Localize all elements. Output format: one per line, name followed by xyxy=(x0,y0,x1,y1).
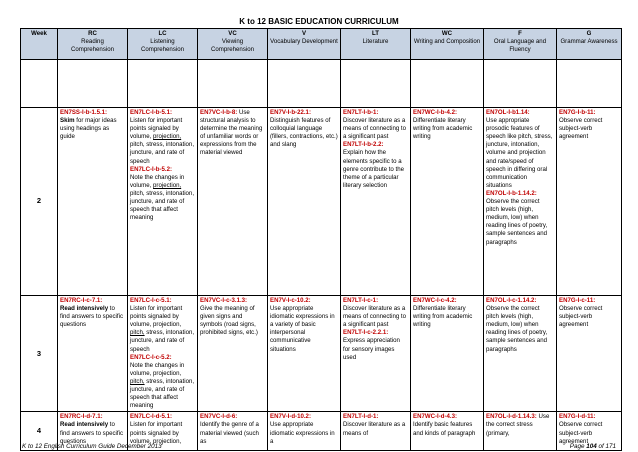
g-cell: EN7G-I-c-11: Observe correct subject-verb agreement xyxy=(557,296,622,412)
header-row xyxy=(21,29,622,60)
footer-page-number: Page 104 of 171 xyxy=(569,443,616,450)
f-cell: EN7OL-I-c-1.14.2: Observe the correct pitch levels (high, medium, low) when reading lines of poetry, sample sentences and paragraphs xyxy=(484,296,557,412)
page-title: K to 12 BASIC EDUCATION CURRICULUM xyxy=(239,17,399,26)
vc-cell: EN7VC-I-d-6: Identify the genre of a material viewed (such as xyxy=(198,412,268,451)
week-number: 2 xyxy=(21,108,58,296)
wc-cell: EN7WC-I-d-4.3: Identify basic features and kinds of paragraph xyxy=(411,412,484,451)
week-number: 4 xyxy=(21,412,58,451)
header-f: F Oral Language and Fluency xyxy=(484,29,557,60)
g-cell: EN7G-I-b-11: Observe correct subject-verb agreement xyxy=(557,108,622,296)
footer-guide-title: K to 12 English Curriculum Guide December 2013 xyxy=(22,443,162,450)
v-cell: EN7V-I-b-22.1: Distinguish features of colloquial language (fillers, contractions, etc.) and slang xyxy=(268,108,341,296)
week-3-row xyxy=(21,296,622,412)
wc-cell: EN7WC-I-c-4.2: Differentiate literary writing from academic writing xyxy=(411,296,484,412)
curriculum-table xyxy=(20,28,622,451)
v-cell: EN7V-I-d-10.2: Use appropriate idiomatic expressions in a xyxy=(268,412,341,451)
header-wc: WC Writing and Composition xyxy=(411,29,484,60)
lt-cell: EN7LT-I-c-1: Discover literature as a means of connecting to a significant past EN7LT-I-c-2.2.1: Express appreciation for sensory images used xyxy=(341,296,411,412)
lc-cell: EN7LC-I-d-5.1: Listen for important points signaled by volume, projection, xyxy=(128,412,198,451)
vc-cell: EN7VC-I-c-3.1.3: Give the meaning of given signs and symbols (road signs, prohibited signs, etc.) xyxy=(198,296,268,412)
lc-cell: EN7LC-I-b-5.1: Listen for important points signaled by volume, projection, pitch, stress, intonation, juncture, and rate of speech EN7LC-I-b-5.2: Note the changes in volume, projection, pitch, stress, intonation, juncture, and rate of speech that affect meaning xyxy=(128,108,198,296)
header-week: Week xyxy=(21,29,58,60)
v-cell: EN7V-I-c-10.2: Use appropriate idiomatic expressions in a variety of basic interpersonal communicative situations xyxy=(268,296,341,412)
week-2-row xyxy=(21,108,622,296)
g-cell: EN7G-I-d-11: Observe correct subject-verb agreement xyxy=(557,412,622,451)
header-lt: LT Literature xyxy=(341,29,411,60)
header-rc: RC Reading Comprehension xyxy=(58,29,128,60)
rc-cell: EN7SS-I-b-1.5.1: Skim for major ideas using headings as guide xyxy=(58,108,128,296)
blank-row xyxy=(21,60,622,108)
vc-cell: EN7VC-I-b-8: Use structural analysis to determine the meaning of unfamiliar words or expressions from the material viewed xyxy=(198,108,268,296)
rc-cell: EN7RC-I-c-7.1: Read intensively to find answers to specific questions xyxy=(58,296,128,412)
lc-cell: EN7LC-I-c-5.1: Listen for important points signaled by volume, projection, pitch, stress, intonation, juncture, and rate of speech EN7LC-I-c-5.2: Note the changes in volume, projection, pitch, stress, intonation, juncture, and rate of speech that affect meaning xyxy=(128,296,198,412)
wc-cell: EN7WC-I-b-4.2: Differentiate literary writing from academic writing xyxy=(411,108,484,296)
f-cell: EN7OL-I-b1.14: Use appropriate prosodic features of speech like pitch, stress, juncture, intonation, volume and projection and rate/speed of speech in differing oral communication situations EN7OL-I-b-1.14.2: Observe the correct pitch levels (high, medium, low) when reading lines of poetry, sample sentences and paragraphs xyxy=(484,108,557,296)
header-lc: LC Listening Comprehension xyxy=(128,29,198,60)
week-number: 3 xyxy=(21,296,58,412)
header-vc: VC Viewing Comprehension xyxy=(198,29,268,60)
f-cell: EN7OL-I-d-1.14.3: Use the correct stress (primary, xyxy=(484,412,557,451)
header-g: G Grammar Awareness xyxy=(557,29,622,60)
header-v: V Vocabulary Development xyxy=(268,29,341,60)
rc-cell: EN7RC-I-d-7.1: Read intensively to find answers to specific questions xyxy=(58,412,128,451)
lt-cell: EN7LT-I-b-1: Discover literature as a means of connecting to a significant past EN7LT-I-b-2.2: Explain how the elements specific to a genre contribute to the theme of a particular literary selection xyxy=(341,108,411,296)
lt-cell: EN7LT-I-d-1: Discover literature as a means of xyxy=(341,412,411,451)
